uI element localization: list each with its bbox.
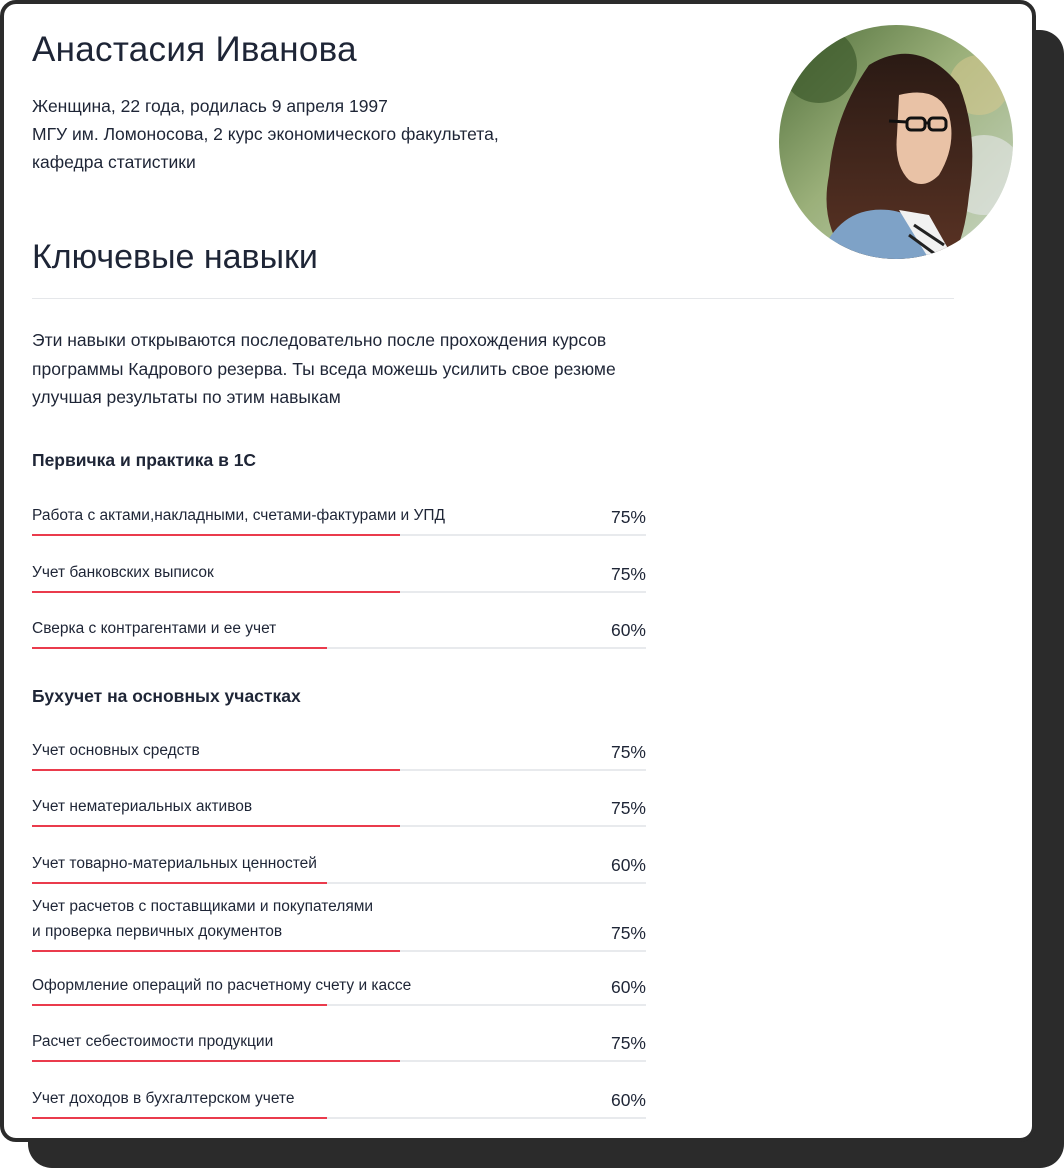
skill-progress-track [32, 825, 646, 827]
skill-progress-track [32, 591, 646, 593]
skill-percent: 60% [610, 977, 646, 997]
skill-percent: 60% [610, 855, 646, 875]
group-title-accounting: Бухучет на основных участках [32, 686, 301, 706]
skill-progress-fill [32, 882, 327, 884]
skill-percent: 75% [610, 798, 646, 818]
skill-label-line: и проверка первичных документов [32, 923, 283, 940]
skill-percent: 75% [610, 1033, 646, 1053]
skill-progress-fill [32, 647, 327, 649]
skill-row [32, 502, 646, 536]
skill-label: Оформление операций по расчетному счету и кассе [32, 977, 412, 994]
skill-label: Учет банковских выписок [32, 564, 214, 581]
profile-name: Анастасия Иванова [32, 30, 357, 69]
profile-info [32, 92, 499, 176]
skill-progress-fill [32, 769, 400, 771]
skill-percent: 75% [610, 742, 646, 762]
section-divider [32, 298, 954, 299]
skill-progress-fill [32, 825, 400, 827]
skill-label: Учет доходов в бухгалтерском учете [32, 1090, 295, 1107]
skill-label: Учет основных средств [32, 742, 200, 759]
intro-line: Эти навыки открываются последовательно после прохождения курсов [32, 330, 607, 350]
skill-row [32, 615, 646, 649]
skill-label-line: Учет расчетов с поставщиками и покупателями [32, 898, 374, 915]
skill-label: Расчет себестоимости продукции [32, 1033, 274, 1050]
skill-row [32, 1085, 646, 1119]
skills-intro [32, 326, 616, 412]
skill-percent: 75% [610, 564, 646, 584]
skill-progress-track [32, 1117, 646, 1119]
profile-info-line: МГУ им. Ломоносова, 2 курс экономического факультета, [32, 124, 499, 144]
skill-label: Учет товарно-материальных ценностей [32, 855, 317, 872]
skill-row [32, 972, 646, 1006]
skill-row [32, 559, 646, 593]
group-title-primary-1c: Первичка и практика в 1С [32, 450, 257, 470]
skill-progress-fill [32, 534, 400, 536]
skill-progress-fill [32, 1117, 327, 1119]
skill-percent: 75% [610, 507, 646, 527]
intro-line: улучшая результаты по этим навыкам [32, 387, 341, 407]
skill-progress-track [32, 950, 646, 952]
profile-info-line: кафедра статистики [32, 152, 196, 172]
skill-progress-fill [32, 1060, 400, 1062]
skill-row [32, 850, 646, 884]
skill-progress-fill [32, 1004, 327, 1006]
avatar [779, 25, 1013, 259]
skill-progress-track [32, 882, 646, 884]
skill-progress-track [32, 534, 646, 536]
skill-progress-track [32, 647, 646, 649]
skill-progress-fill [32, 950, 400, 952]
skill-percent: 60% [610, 620, 646, 640]
skill-row [32, 1028, 646, 1062]
skill-row [32, 737, 646, 771]
skill-progress-track [32, 1004, 646, 1006]
skill-label [32, 894, 373, 944]
skill-label: Работа с актами,накладными, счетами-фактурами и УПД [32, 507, 445, 524]
skill-progress-fill [32, 591, 400, 593]
intro-line: программы Кадрового резерва. Ты вседа можешь усилить свое резюме [32, 358, 616, 379]
skill-percent: 75% [610, 923, 646, 943]
section-title: Ключевые навыки [32, 238, 318, 276]
skill-row [32, 898, 646, 952]
profile-info-line: Женщина, 22 года, родилась 9 апреля 1997 [32, 96, 388, 116]
skill-percent: 60% [610, 1090, 646, 1110]
skill-label: Сверка с контрагентами и ее учет [32, 620, 277, 637]
skill-progress-track [32, 769, 646, 771]
profile-photo-icon [779, 25, 1013, 259]
skill-row [32, 793, 646, 827]
skill-progress-track [32, 1060, 646, 1062]
skill-label: Учет нематериальных активов [32, 798, 253, 815]
